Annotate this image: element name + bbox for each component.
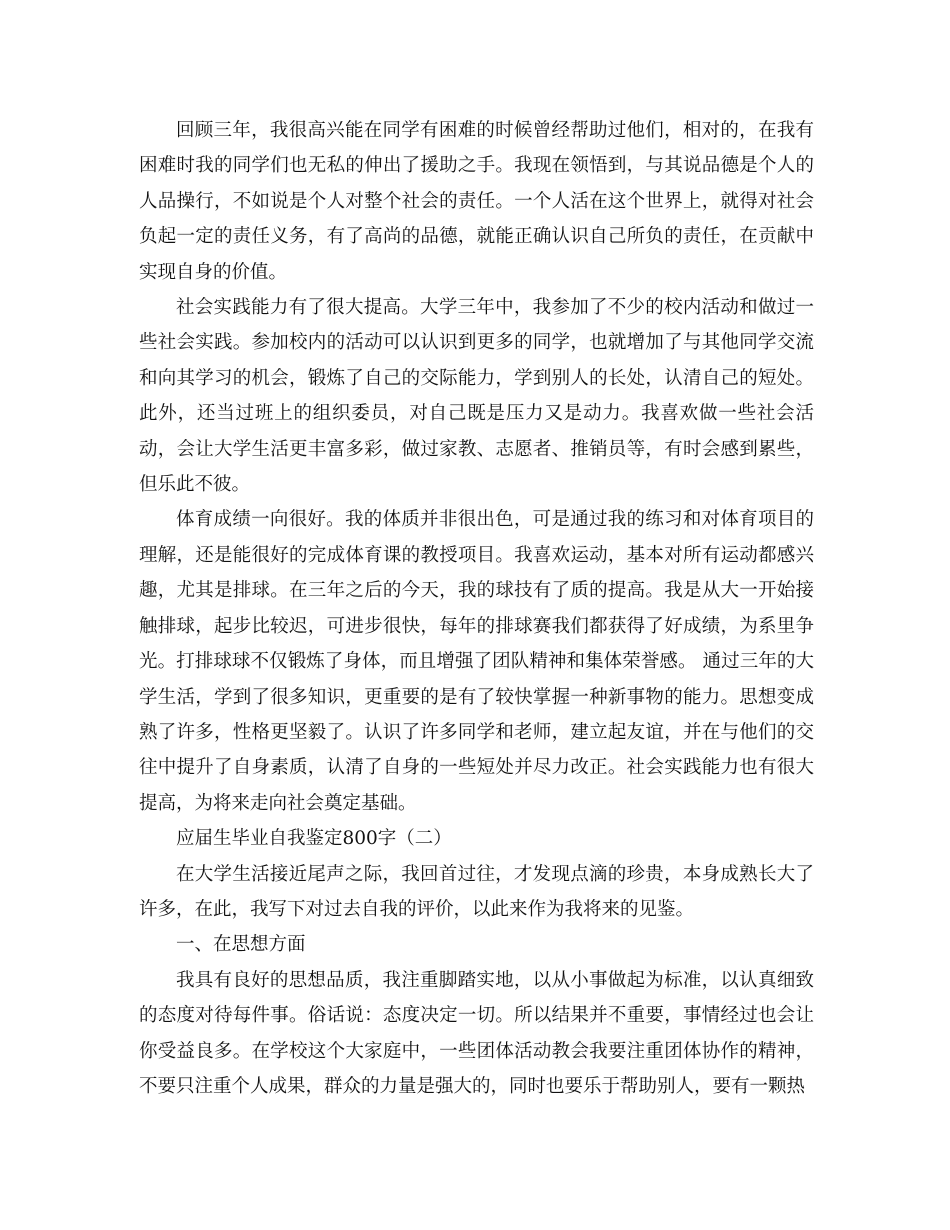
- paragraph-4: 在大学生活接近尾声之际，我回首过往，才发现点滴的珍贵，本身成熟长大了许多，在此，我写下对过去自我的评价，以此来作为我将来的见鉴。: [139, 863, 814, 920]
- paragraph-1: 回顾三年，我很高兴能在同学有困难的时候曾经帮助过他们，相对的，在我有困难时我的同学们也无私的伸出了援助之手。我现在领悟到，与其说品德是个人的人品操行，不如说是个人对整个社会的责任。一个人活在这个世界上，就得对社会负起一定的责任义务，有了高尚的品德，就能正确认识自己所负的责任，在贡献中实现自身的价值。: [139, 120, 814, 283]
- section-heading: 一、在思想方面: [176, 934, 306, 956]
- paragraph-3: 体育成绩一向很好。我的体质并非很出色，可是通过我的练习和对体育项目的理解，还是能很好的完成体育课的教授项目。我喜欢运动，基本对所有运动都感兴趣，尤其是排球。在三年之后的今天，我的球技有了质的提高。我是从大一开始接触排球，起步比较迟，可进步很快，每年的排球赛我们都获得了好成绩，为系里争光。打排球球不仅锻炼了身体，而且增强了团队精神和集体荣誉感。 通过三年的大学生活，学到了很多知识，更重要的是有了较快掌握一种新事物的能力。思想变成熟了许多，性格更坚毅了。认识了许多同学和老师，建立起友谊，并在与他们的交往中提升了自身素质，认清了自身的一些短处并尽力改正。社会实践能力也有很大提高，为将来走向社会奠定基础。: [139, 509, 814, 814]
- document-body: [139, 113, 814, 1104]
- paragraph-5: 我具有良好的思想品质，我注重脚踏实地，以从小事做起为标准，以认真细致的态度对待每件事。俗话说：态度决定一切。所以结果并不重要，事情经过也会让你受益良多。在学校这个大家庭中，一些团体活动教会我要注重团体协作的精神，不要只注重个人成果，群众的力量是强大的，同时也要乐于帮助别人，要有一颗热: [139, 969, 814, 1097]
- paragraph-2: 社会实践能力有了很大提高。大学三年中，我参加了不少的校内活动和做过一些社会实践。参加校内的活动可以认识到更多的同学，也就增加了与其他同学交流和向其学习的机会，锻炼了自己的交际能力，学到别人的长处，认清自己的短处。此外，还当过班上的组织委员，对自己既是压力又是动力。我喜欢做一些社会活动，会让大学生活更丰富多彩，做过家教、志愿者、推销员等，有时会感到累些，但乐此不彼。: [139, 297, 814, 496]
- section-title: 应届生毕业自我鉴定800字（二）: [176, 828, 452, 850]
